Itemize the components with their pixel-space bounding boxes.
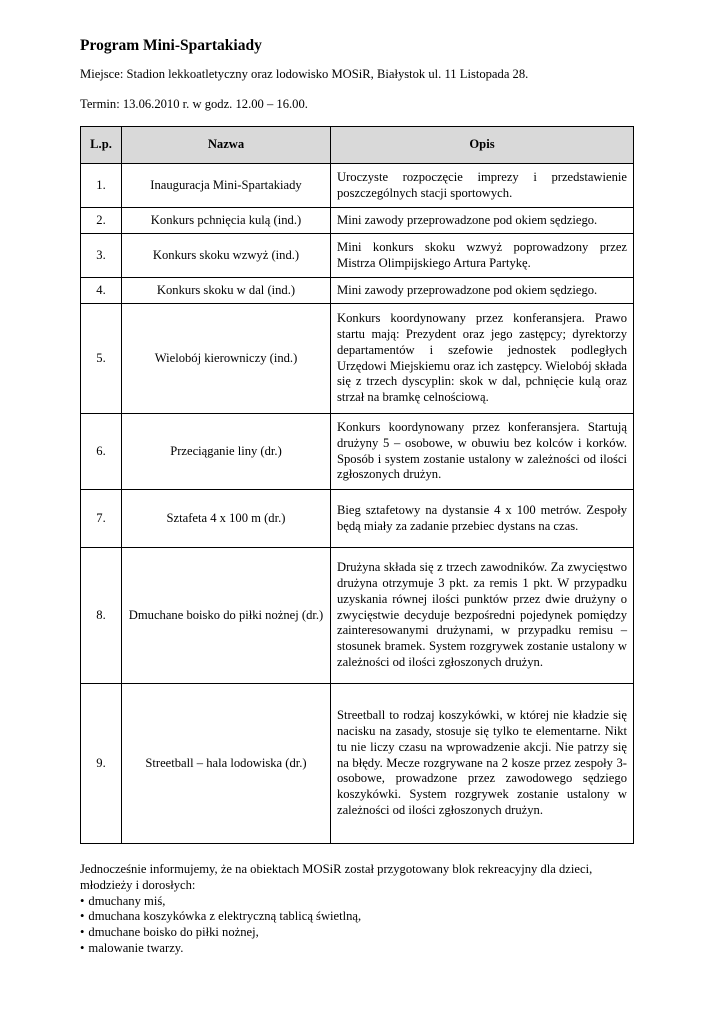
row-lp: 3. — [81, 234, 122, 278]
row-lp: 9. — [81, 684, 122, 844]
row-lp: 5. — [81, 304, 122, 414]
recreation-info — [80, 862, 640, 957]
table-row — [81, 684, 634, 844]
list-item: • malowanie twarzy. — [80, 941, 640, 957]
table-row — [81, 304, 634, 414]
row-name: Konkurs skoku w dal (ind.) — [122, 278, 331, 304]
recreation-list — [80, 894, 640, 957]
row-desc: Mini zawody przeprowadzone pod okiem sędziego. — [331, 208, 634, 234]
row-name: Streetball – hala lodowiska (dr.) — [122, 684, 331, 844]
list-item: • dmuchany miś, — [80, 894, 640, 910]
list-item: • dmuchana koszykówka z elektryczną tablicą świetlną, — [80, 909, 640, 925]
row-name: Konkurs pchnięcia kulą (ind.) — [122, 208, 331, 234]
row-name: Dmuchane boisko do piłki nożnej (dr.) — [122, 548, 331, 684]
row-desc: Konkurs koordynowany przez konferansjera. Prawo startu mają: Prezydent oraz jego zastępcy; dyrektorzy departamentów i szefowie jednostek podległych Urzędowi Miejskiemu oraz ich zastępcy. Wielobój składa się z trzech dyscyplin: skok w dal, pchnięcie kulą oraz strzał na bramkę celnościową. — [331, 304, 634, 414]
header-lp: L.p. — [81, 127, 122, 164]
table-row — [81, 278, 634, 304]
header-desc: Opis — [331, 127, 634, 164]
document-title: Program Mini-Spartakiady — [80, 37, 262, 54]
table-row — [81, 548, 634, 684]
row-lp: 8. — [81, 548, 122, 684]
event-date: Termin: 13.06.2010 r. w godz. 12.00 – 16.00. — [80, 97, 308, 111]
header-name: Nazwa — [122, 127, 331, 164]
row-lp: 4. — [81, 278, 122, 304]
table-row — [81, 234, 634, 278]
recreation-intro: Jednocześnie informujemy, że na obiektach MOSiR został przygotowany blok rekreacyjny dla dzieci, młodzieży i dorosłych: — [80, 862, 593, 892]
table-row — [81, 164, 634, 208]
table-row — [81, 414, 634, 490]
table-row — [81, 490, 634, 548]
program-table — [80, 126, 634, 844]
table-header-row — [81, 127, 634, 164]
row-name: Wielobój kierowniczy (ind.) — [122, 304, 331, 414]
row-lp: 6. — [81, 414, 122, 490]
row-lp: 1. — [81, 164, 122, 208]
row-desc: Streetball to rodzaj koszykówki, w której nie kładzie się nacisku na zasady, stosuje się tylko te elementarne. Nikt tu nie liczy czasu na wprowadzenie akcji. Nie patrzy się na błędy. Mecze rozgrywane na 2 kosze przez zespoły 3-osobowe, prowadzone przez zawodowego sędziego koszykówki. System rozgrywek zostanie ustalony w zależności od ilości zgłoszonych drużyn. — [331, 684, 634, 844]
row-desc: Uroczyste rozpoczęcie imprezy i przedstawienie poszczególnych stacji sportowych. — [331, 164, 634, 208]
row-desc: Bieg sztafetowy na dystansie 4 x 100 metrów. Zespoły będą miały za zadanie przebiec dystans na czas. — [331, 490, 634, 548]
table-row — [81, 208, 634, 234]
row-lp: 7. — [81, 490, 122, 548]
row-desc: Mini konkurs skoku wzwyż poprowadzony przez Mistrza Olimpijskiego Artura Partykę. — [331, 234, 634, 278]
row-lp: 2. — [81, 208, 122, 234]
event-location: Miejsce: Stadion lekkoatletyczny oraz lodowisko MOSiR, Białystok ul. 11 Listopada 28. — [80, 67, 529, 81]
row-desc: Drużyna składa się z trzech zawodników. Za zwycięstwo drużyna otrzymuje 3 pkt. za remis 1 pkt. W przypadku uzyskania równej ilości punktów przez dwie drużyny o zwycięstwie decyduje bezpośredni pojedynek pomiędzy zainteresowanymi drużynami, w przypadku remisu – stosunek bramek. System rozgrywek zostanie ustalony w zależności od ilości zgłoszonych drużyn. — [331, 548, 634, 684]
row-name: Przeciąganie liny (dr.) — [122, 414, 331, 490]
row-desc: Mini zawody przeprowadzone pod okiem sędziego. — [331, 278, 634, 304]
row-name: Konkurs skoku wzwyż (ind.) — [122, 234, 331, 278]
row-desc: Konkurs koordynowany przez konferansjera. Startują drużyny 5 – osobowe, w obuwiu bez kolców i korków. Sposób i system zostanie ustalony w zależności od ilości zgłoszonych drużyn. — [331, 414, 634, 490]
row-name: Inauguracja Mini-Spartakiady — [122, 164, 331, 208]
list-item: • dmuchane boisko do piłki nożnej, — [80, 925, 640, 941]
document-page — [80, 36, 640, 957]
row-name: Sztafeta 4 x 100 m (dr.) — [122, 490, 331, 548]
